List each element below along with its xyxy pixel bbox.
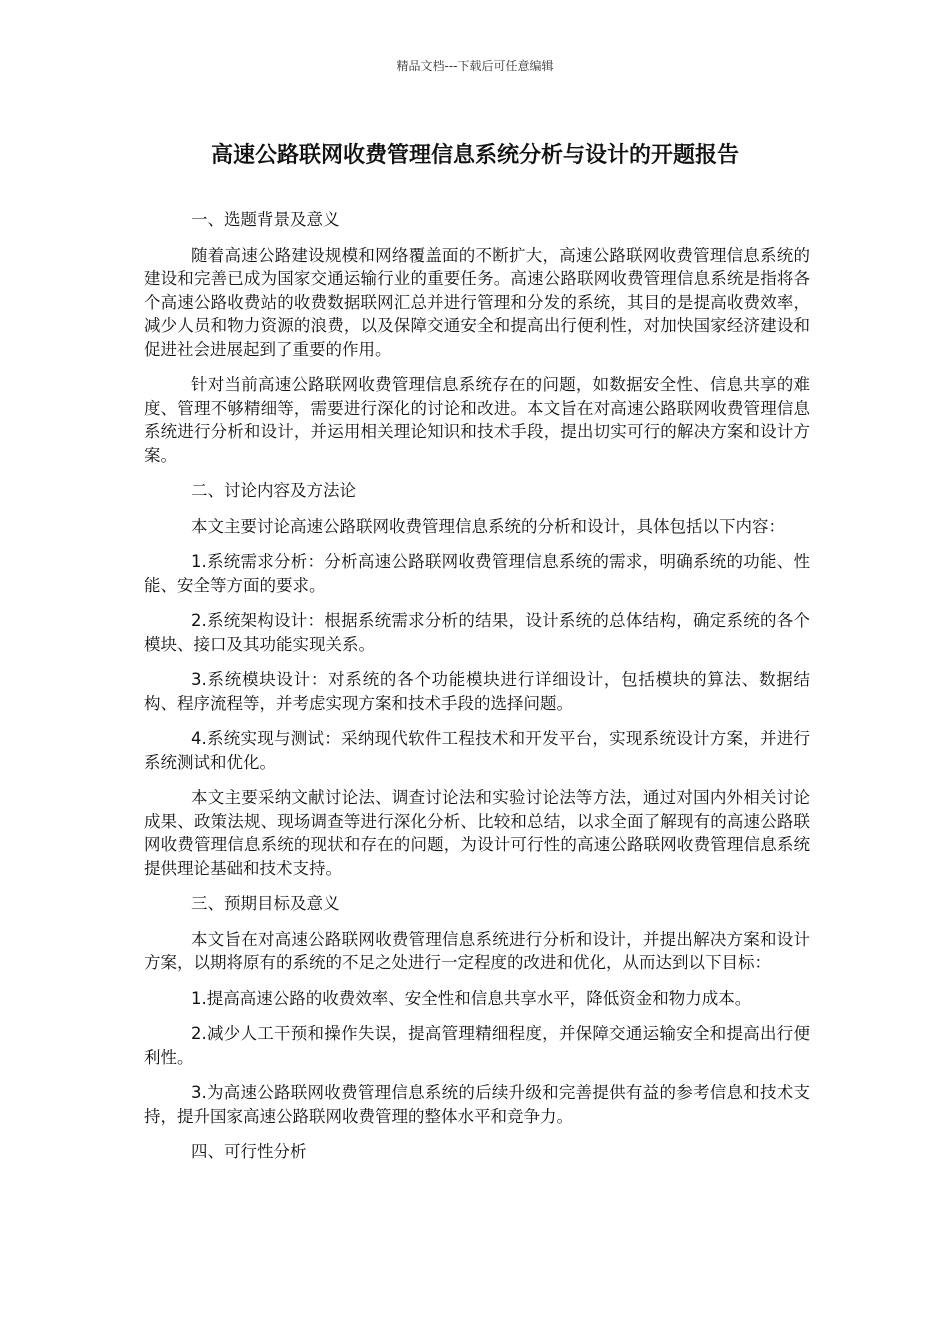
section-heading: 二、讨论内容及方法论	[191, 481, 357, 500]
paragraph: 本文主要采纳文献讨论法、调查讨论法和实验讨论法等方法，通过对国内外相关讨论成果、政策法规、现场调查等进行深化分析、比较和总结，以求全面了解现有的高速公路联网收费管理信息系统的现状和存在的问题，为设计可行性的高速公路联网收费管理信息系统提供理论基础和技术支持。	[144, 788, 810, 878]
section-heading: 四、可行性分析	[191, 1142, 307, 1161]
section-heading: 一、选题背景及意义	[191, 210, 340, 229]
page-header: 精品文档---下载后可任意编辑	[396, 59, 554, 73]
list-item: 4.系统实现与测试：采纳现代软件工程技术和开发平台，实现系统设计方案，并进行系统测试和优化。	[144, 729, 810, 772]
paragraph: 随着高速公路建设规模和网络覆盖面的不断扩大，高速公路联网收费管理信息系统的建设和完善已成为国家交通运输行业的重要任务。高速公路联网收费管理信息系统是指将各个高速公路收费站的收费数据联网汇总并进行管理和分发的系统，其目的是提高收费效率，减少人员和物力资源的浪费，以及保障交通安全和提高出行便利性，对加快国家经济建设和促进社会进展起到了重要的作用。	[144, 245, 810, 359]
list-item: 3.系统模块设计：对系统的各个功能模块进行详细设计，包括模块的算法、数据结构、程序流程等，并考虑实现方案和技术手段的选择问题。	[144, 670, 810, 713]
list-item: 1.提高高速公路的收费效率、安全性和信息共享水平，降低资金和物力成本。	[191, 988, 752, 1008]
paragraph: 本文主要讨论高速公路联网收费管理信息系统的分析和设计，具体包括以下内容：	[191, 516, 786, 536]
paragraph: 针对当前高速公路联网收费管理信息系统存在的问题，如数据安全性、信息共享的难度、管理不够精细等，需要进行深化的讨论和改进。本文旨在对高速公路联网收费管理信息系统进行分析和设计，并运用相关理论知识和技术手段，提出切实可行的解决方案和设计方案。	[144, 375, 810, 465]
paragraph: 本文旨在对高速公路联网收费管理信息系统进行分析和设计，并提出解决方案和设计方案，以期将原有的系统的不足之处进行一定程度的改进和优化，从而达到以下目标：	[144, 929, 810, 972]
list-item: 3.为高速公路联网收费管理信息系统的后续升级和完善提供有益的参考信息和技术支持，提升国家高速公路联网收费管理的整体水平和竞争力。	[144, 1083, 810, 1126]
document-title: 高速公路联网收费管理信息系统分析与设计的开题报告	[210, 143, 739, 168]
list-item: 2.系统架构设计：根据系统需求分析的结果，设计系统的总体结构，确定系统的各个模块、接口及其功能实现关系。	[144, 611, 810, 654]
section-heading: 三、预期目标及意义	[191, 894, 340, 913]
document-body	[144, 208, 810, 1176]
list-item: 2.减少人工干预和操作失误，提高管理精细程度，并保障交通运输安全和提高出行便利性。	[144, 1024, 810, 1067]
list-item: 1.系统需求分析：分析高速公路联网收费管理信息系统的需求，明确系统的功能、性能、安全等方面的要求。	[144, 552, 810, 595]
